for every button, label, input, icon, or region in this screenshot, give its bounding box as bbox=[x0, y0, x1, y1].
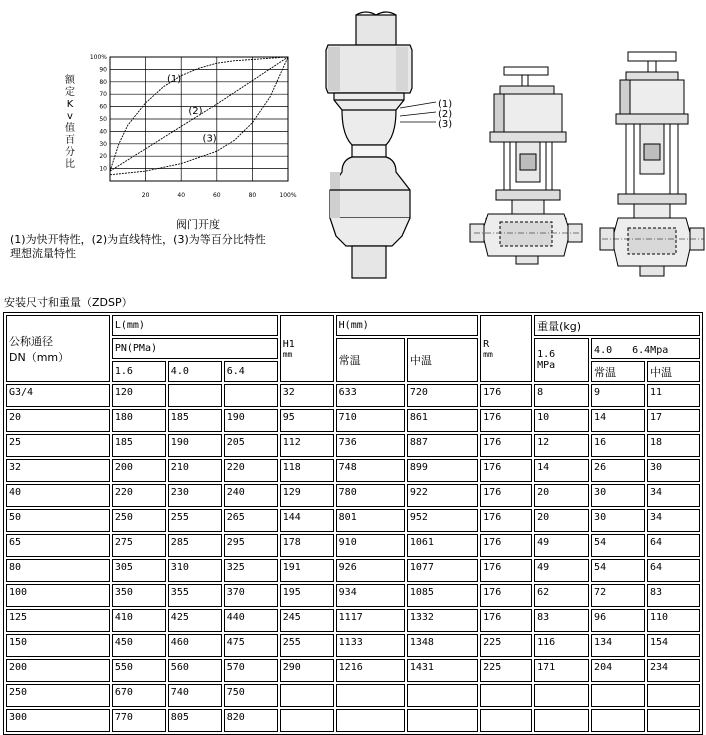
table-cell bbox=[407, 709, 478, 732]
table-cell: 780 bbox=[336, 484, 405, 507]
series-label-3: (3) bbox=[202, 133, 217, 145]
table-cell: 49 bbox=[534, 559, 589, 582]
header-dn-unit: DN（mm） bbox=[9, 350, 70, 364]
plug-callout-1: (1) bbox=[438, 99, 453, 110]
table-cell: 150 bbox=[6, 634, 110, 657]
table-cell: 770 bbox=[112, 709, 166, 732]
table-cell bbox=[407, 684, 478, 707]
table-cell: 176 bbox=[480, 584, 532, 607]
valve-plug-drawing bbox=[326, 12, 436, 278]
x-tick-label: 100% bbox=[279, 192, 297, 199]
table-cell: 120 bbox=[112, 384, 166, 407]
chart-grid bbox=[110, 57, 288, 181]
table-cell: 234 bbox=[647, 659, 700, 682]
table-cell bbox=[647, 684, 700, 707]
header-h1-unit: mm bbox=[282, 349, 293, 359]
table-cell: 118 bbox=[280, 459, 334, 482]
table-cell: 670 bbox=[112, 684, 166, 707]
header-w16 bbox=[534, 338, 589, 382]
table-cell: 116 bbox=[534, 634, 589, 657]
table-cell: 26 bbox=[591, 459, 645, 482]
table-cell: 200 bbox=[6, 659, 110, 682]
header-dn bbox=[6, 315, 110, 382]
header-pn-64: 6.4 bbox=[224, 361, 278, 382]
plug-callout-3: (3) bbox=[438, 119, 453, 130]
header-w40: 4.0 6.4Mpa bbox=[591, 338, 700, 359]
x-tick-label: 40 bbox=[177, 192, 186, 199]
table-cell: 475 bbox=[224, 634, 278, 657]
table-cell: 720 bbox=[407, 384, 478, 407]
figure-area bbox=[0, 0, 706, 292]
table-cell bbox=[647, 709, 700, 732]
table-cell: 54 bbox=[591, 559, 645, 582]
table-row bbox=[6, 659, 700, 682]
table-cell: 750 bbox=[224, 684, 278, 707]
header-pn-16: 1.6 bbox=[112, 361, 166, 382]
chart-caption-2: 理想流量特性 bbox=[10, 247, 76, 260]
y-axis-label-char: 值 bbox=[65, 123, 75, 134]
header-h: H(mm) bbox=[336, 315, 479, 336]
table-cell: 265 bbox=[224, 509, 278, 532]
table-cell: 425 bbox=[168, 609, 222, 632]
table-row bbox=[6, 434, 700, 457]
table-cell bbox=[168, 384, 222, 407]
series-label-2: (2) bbox=[188, 106, 203, 118]
table-row bbox=[6, 484, 700, 507]
table-cell: 18 bbox=[647, 434, 700, 457]
table-cell: 176 bbox=[480, 609, 532, 632]
table-cell: 185 bbox=[168, 409, 222, 432]
table-cell: 225 bbox=[480, 659, 532, 682]
table-cell: 240 bbox=[224, 484, 278, 507]
header-h1 bbox=[280, 315, 334, 382]
table-cell bbox=[280, 684, 334, 707]
table-cell: 10 bbox=[534, 409, 589, 432]
table-row bbox=[6, 609, 700, 632]
table-cell: 30 bbox=[591, 484, 645, 507]
table-cell: 129 bbox=[280, 484, 334, 507]
table-cell: 32 bbox=[6, 459, 110, 482]
y-tick-label: 50 bbox=[99, 116, 107, 123]
table-cell: 736 bbox=[336, 434, 405, 457]
table-header-row-2 bbox=[6, 338, 700, 359]
y-tick-label: 60 bbox=[99, 103, 107, 111]
table-cell: 14 bbox=[591, 409, 645, 432]
table-cell: 300 bbox=[6, 709, 110, 732]
table-cell bbox=[480, 684, 532, 707]
table-cell: 64 bbox=[647, 559, 700, 582]
valve-assembly-a bbox=[470, 67, 582, 264]
table-cell: 62 bbox=[534, 584, 589, 607]
table-cell: 1117 bbox=[336, 609, 405, 632]
header-h-mid: 中温 bbox=[407, 338, 478, 382]
table-cell: 1431 bbox=[407, 659, 478, 682]
table-row bbox=[6, 459, 700, 482]
x-tick-label: 60 bbox=[212, 192, 221, 199]
table-cell: 820 bbox=[224, 709, 278, 732]
table-cell: 285 bbox=[168, 534, 222, 557]
table-cell: 926 bbox=[336, 559, 405, 582]
table-cell: 255 bbox=[280, 634, 334, 657]
table-cell: 220 bbox=[112, 484, 166, 507]
table-row bbox=[6, 509, 700, 532]
table-cell: 1077 bbox=[407, 559, 478, 582]
table-cell: 95 bbox=[280, 409, 334, 432]
table-cell: 34 bbox=[647, 484, 700, 507]
table-cell: 1133 bbox=[336, 634, 405, 657]
table-row bbox=[6, 559, 700, 582]
table-cell: 245 bbox=[280, 609, 334, 632]
table-cell: 350 bbox=[112, 584, 166, 607]
header-weight: 重量(kg) bbox=[534, 315, 700, 336]
table-cell: 176 bbox=[480, 534, 532, 557]
header-w-mid: 中温 bbox=[647, 361, 700, 382]
chart-ticks bbox=[90, 54, 297, 199]
y-tick-label: 30 bbox=[99, 140, 107, 148]
table-cell: 110 bbox=[647, 609, 700, 632]
table-cell: 83 bbox=[647, 584, 700, 607]
series-label-1: (1) bbox=[166, 73, 182, 85]
table-cell: 440 bbox=[224, 609, 278, 632]
table-cell: 191 bbox=[280, 559, 334, 582]
plug-callout-2: (2) bbox=[438, 109, 453, 120]
table-cell: 1216 bbox=[336, 659, 405, 682]
table-cell: 204 bbox=[591, 659, 645, 682]
flow-characteristic-chart bbox=[10, 54, 297, 260]
table-cell: 30 bbox=[647, 459, 700, 482]
table-cell: 570 bbox=[224, 659, 278, 682]
y-axis-label-char: v bbox=[67, 111, 73, 122]
table-cell: 633 bbox=[336, 384, 405, 407]
table-cell: 801 bbox=[336, 509, 405, 532]
header-h1-label: H1 bbox=[282, 338, 295, 350]
table-cell: 25 bbox=[6, 434, 110, 457]
plug-callouts bbox=[438, 99, 452, 130]
table-cell: 176 bbox=[480, 559, 532, 582]
table-cell: 176 bbox=[480, 484, 532, 507]
table-cell: 910 bbox=[336, 534, 405, 557]
table-cell: 205 bbox=[224, 434, 278, 457]
chart-curves bbox=[110, 57, 288, 175]
header-w16-label: 1.6 bbox=[537, 349, 556, 360]
table-cell: 250 bbox=[6, 684, 110, 707]
table-cell: 550 bbox=[112, 659, 166, 682]
table-cell: 255 bbox=[168, 509, 222, 532]
section-title: 安装尺寸和重量（ZDSP） bbox=[4, 296, 133, 309]
y-tick-label: 40 bbox=[99, 128, 107, 136]
table-cell: 195 bbox=[280, 584, 334, 607]
chart-x-axis-label: 阀门开度 bbox=[176, 218, 220, 231]
table-cell: 1332 bbox=[407, 609, 478, 632]
y-tick-label: 100% bbox=[89, 54, 107, 61]
table-cell: 20 bbox=[534, 509, 589, 532]
table-cell: 934 bbox=[336, 584, 405, 607]
header-r bbox=[480, 315, 532, 382]
table-cell: 34 bbox=[647, 509, 700, 532]
table-cell: 295 bbox=[224, 534, 278, 557]
table-cell: 12 bbox=[534, 434, 589, 457]
table-cell: 180 bbox=[112, 409, 166, 432]
table-cell: 134 bbox=[591, 634, 645, 657]
table-cell: 230 bbox=[168, 484, 222, 507]
table-cell: 9 bbox=[591, 384, 645, 407]
table-cell: 83 bbox=[534, 609, 589, 632]
table-cell: 748 bbox=[336, 459, 405, 482]
table-cell bbox=[480, 709, 532, 732]
table-row bbox=[6, 634, 700, 657]
table-cell: 355 bbox=[168, 584, 222, 607]
table-cell: 8 bbox=[534, 384, 589, 407]
table-cell bbox=[280, 709, 334, 732]
table-cell: 225 bbox=[480, 634, 532, 657]
x-tick-label: 20 bbox=[141, 192, 150, 199]
table-cell bbox=[591, 709, 645, 732]
table-cell bbox=[336, 684, 405, 707]
table-cell: 72 bbox=[591, 584, 645, 607]
chart-y-axis-label bbox=[65, 73, 76, 170]
table-cell: 11 bbox=[647, 384, 700, 407]
table-cell: 740 bbox=[168, 684, 222, 707]
table-cell: 887 bbox=[407, 434, 478, 457]
table-cell: 80 bbox=[6, 559, 110, 582]
table-cell: 96 bbox=[591, 609, 645, 632]
figure-svg bbox=[0, 0, 706, 292]
table-cell: 100 bbox=[6, 584, 110, 607]
table-cell: 54 bbox=[591, 534, 645, 557]
table-cell: 50 bbox=[6, 509, 110, 532]
table-cell: 20 bbox=[6, 409, 110, 432]
y-tick-label: 10 bbox=[99, 165, 107, 173]
table-cell: 325 bbox=[224, 559, 278, 582]
table-cell: 64 bbox=[647, 534, 700, 557]
table-cell: 176 bbox=[480, 409, 532, 432]
table-cell: 805 bbox=[168, 709, 222, 732]
table-cell: G3/4 bbox=[6, 384, 110, 407]
table-cell: 65 bbox=[6, 534, 110, 557]
table-cell: 125 bbox=[6, 609, 110, 632]
y-axis-label-char: K bbox=[66, 99, 74, 110]
table-cell: 305 bbox=[112, 559, 166, 582]
table-row bbox=[6, 584, 700, 607]
table-cell: 310 bbox=[168, 559, 222, 582]
header-dn-label: 公称通径 bbox=[9, 334, 53, 348]
table-cell: 1061 bbox=[407, 534, 478, 557]
table-cell: 30 bbox=[591, 509, 645, 532]
table-cell: 178 bbox=[280, 534, 334, 557]
table-cell: 952 bbox=[407, 509, 478, 532]
table-cell: 450 bbox=[112, 634, 166, 657]
table-cell: 154 bbox=[647, 634, 700, 657]
table-cell: 16 bbox=[591, 434, 645, 457]
table-cell: 1348 bbox=[407, 634, 478, 657]
y-tick-label: 90 bbox=[99, 66, 107, 74]
x-tick-label: 80 bbox=[248, 192, 257, 199]
table-cell: 250 bbox=[112, 509, 166, 532]
valve-assembly-b bbox=[600, 52, 704, 276]
table-cell: 190 bbox=[168, 434, 222, 457]
table-cell: 32 bbox=[280, 384, 334, 407]
table-cell: 17 bbox=[647, 409, 700, 432]
table-cell: 112 bbox=[280, 434, 334, 457]
table-cell: 14 bbox=[534, 459, 589, 482]
table-cell: 220 bbox=[224, 459, 278, 482]
table-header-row-1 bbox=[6, 315, 700, 336]
table-cell bbox=[224, 384, 278, 407]
y-tick-label: 70 bbox=[99, 91, 107, 99]
y-tick-label: 80 bbox=[99, 78, 107, 86]
table-cell: 49 bbox=[534, 534, 589, 557]
table-cell: 185 bbox=[112, 434, 166, 457]
table-cell: 861 bbox=[407, 409, 478, 432]
chart-caption-1: (1)为快开特性，(2)为直线特性，(3)为等百分比特性 bbox=[10, 233, 266, 246]
header-w-normal: 常温 bbox=[591, 361, 645, 382]
y-axis-label-char: 额 bbox=[65, 75, 75, 86]
y-axis-label-char: 分 bbox=[65, 147, 75, 158]
table-cell bbox=[336, 709, 405, 732]
table-cell: 710 bbox=[336, 409, 405, 432]
table-cell: 899 bbox=[407, 459, 478, 482]
table-cell: 290 bbox=[280, 659, 334, 682]
table-cell: 460 bbox=[168, 634, 222, 657]
y-axis-label-char: 定 bbox=[65, 87, 75, 98]
table-cell: 200 bbox=[112, 459, 166, 482]
table-cell: 176 bbox=[480, 509, 532, 532]
table-cell: 560 bbox=[168, 659, 222, 682]
dimension-weight-table bbox=[3, 312, 703, 735]
table-cell bbox=[534, 684, 589, 707]
table-cell: 370 bbox=[224, 584, 278, 607]
table-row bbox=[6, 684, 700, 707]
table-cell: 144 bbox=[280, 509, 334, 532]
header-w16-unit: MPa bbox=[537, 360, 556, 371]
table-cell: 1085 bbox=[407, 584, 478, 607]
header-h-normal: 常温 bbox=[336, 338, 405, 382]
header-r-label: R bbox=[483, 338, 490, 350]
y-axis-label-char: 百 bbox=[65, 135, 75, 146]
table-row bbox=[6, 409, 700, 432]
table-cell: 20 bbox=[534, 484, 589, 507]
table-cell: 410 bbox=[112, 609, 166, 632]
table-cell: 922 bbox=[407, 484, 478, 507]
table-cell: 190 bbox=[224, 409, 278, 432]
y-axis-label-char: 比 bbox=[65, 159, 75, 170]
table-cell: 275 bbox=[112, 534, 166, 557]
header-pn-40: 4.0 bbox=[168, 361, 222, 382]
table-cell: 40 bbox=[6, 484, 110, 507]
table-row bbox=[6, 709, 700, 732]
table-cell: 176 bbox=[480, 434, 532, 457]
header-l: L(mm) bbox=[112, 315, 278, 336]
table-cell bbox=[591, 684, 645, 707]
header-pn: PN(PMa) bbox=[112, 338, 278, 359]
table-cell: 171 bbox=[534, 659, 589, 682]
table-row bbox=[6, 534, 700, 557]
table-cell: 176 bbox=[480, 459, 532, 482]
table-cell: 210 bbox=[168, 459, 222, 482]
y-tick-label: 20 bbox=[99, 153, 107, 161]
table-cell: 176 bbox=[480, 384, 532, 407]
table-cell bbox=[534, 709, 589, 732]
header-r-unit: mm bbox=[483, 349, 493, 359]
table-row bbox=[6, 384, 700, 407]
